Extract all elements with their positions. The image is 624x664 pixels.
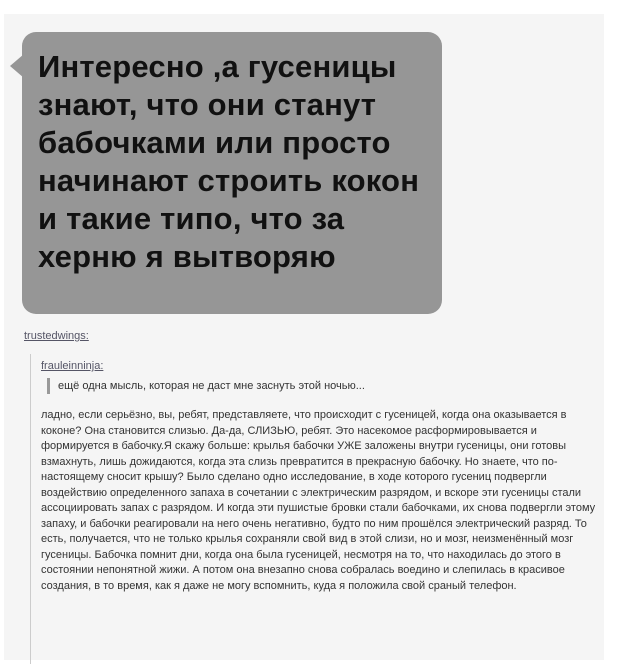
quoted-line: ещё одна мысль, которая не даст мне заснуть этой ночью...	[47, 378, 598, 394]
reblog-username-1[interactable]: trustedwings:	[24, 330, 89, 342]
cropped-text-strip	[204, 14, 524, 24]
post-body-text: ладно, если серьёзно, вы, ребят, представляете, что происходит с гусеницей, когда она оказывается в коконе? Она становится слизью. Да-да, СЛИЗЬЮ, ребят. Это насекомое расформировывается и формируется в бабочку.Я скажу больше: крылья бабочки УЖЕ заложены внутри гусеницы, они готовы взмахнуть, лишь дожидаются, когда эта слизь превратится в прекрасную бабочку. Но знаете, что по-настоящему сносит крышу? Было сделано одно исследование, в ходе которого гусениц подвергли воздействию определенного запаха в сочетании с электрическим разрядом, и вскоре эти гусеницы стали ассоциировать запах с разрядом. И когда эти пушистые бровки стали бабочками, их снова подвергли этому запаху, и бабочки реагировали на него очень негативно, будто по ним прошёлся электрический разряд. То есть, получается, что не только крылья сохраняли свой вид в этой слизи, но и мозг, неизменённый мозг гусеницы. Бабочка помнит дни, когда она была гусеницей, несмотря на то, что находилась до этого в состоянии непонятной жижи. А потом она внезапно снова собралась воедино и слепилась в красивое создания, в то время, как я даже не могу вспомнить, куда я положила свой сраный телефон.	[41, 409, 596, 592]
speech-bubble	[22, 32, 442, 314]
post-image	[4, 14, 604, 660]
reblog-thread	[30, 354, 605, 664]
reblog-username-2[interactable]: frauleinninja:	[41, 360, 104, 372]
speech-bubble-text: Интересно ,а гусеницы знают, что они станут бабочками или просто начинают строить кокон и такие типо, что за херню я вытворяю	[38, 49, 420, 274]
